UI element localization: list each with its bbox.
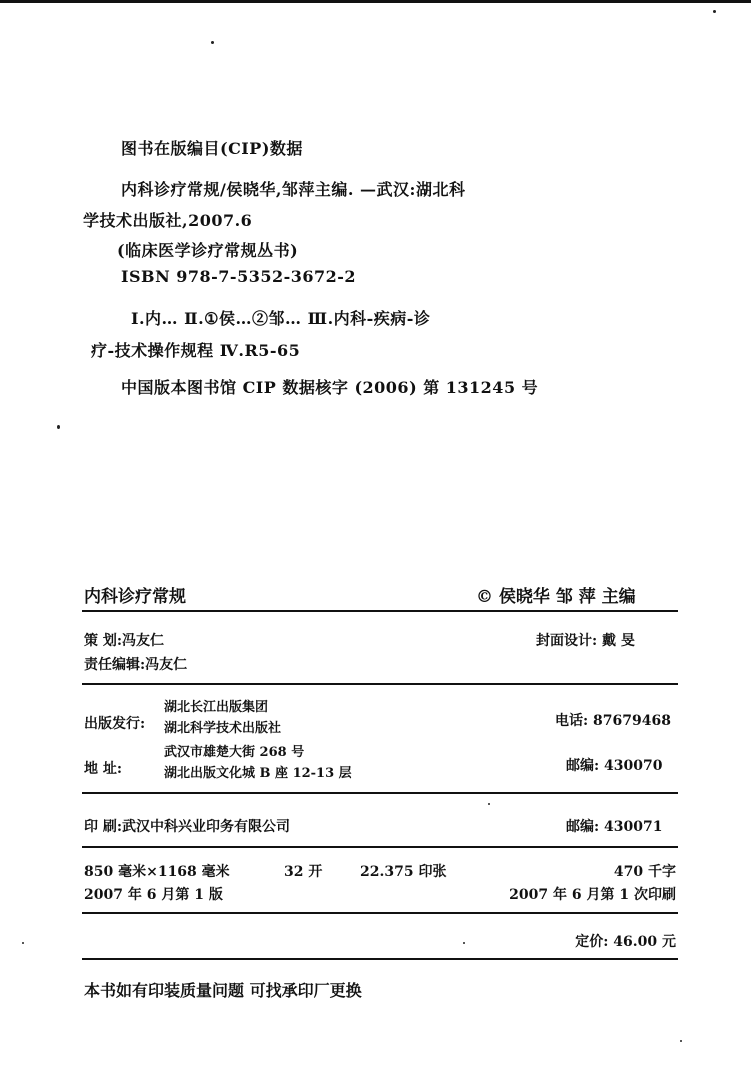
- book-title: 内科诊疗常规: [84, 587, 186, 607]
- divider: [82, 792, 678, 794]
- printed-sheets: 22.375 印张: [360, 864, 447, 880]
- responsible-editor: 责任编辑:冯友仁: [84, 657, 188, 673]
- planner: 策 划:冯友仁: [84, 633, 165, 649]
- scan-speck: [488, 803, 490, 805]
- publisher-line-2: 湖北科学技术出版社: [164, 721, 282, 736]
- address-line-1: 武汉市雄楚大街 268 号: [164, 745, 305, 760]
- edition: 2007 年 6 月第 1 版: [84, 887, 223, 903]
- divider: [82, 958, 678, 960]
- word-count: 470 千字: [613, 864, 676, 880]
- publisher-label: 出版发行:: [84, 716, 146, 732]
- postcode-printer: 邮编: 430071: [566, 819, 663, 835]
- address-line-2: 湖北出版文化城 B 座 12-13 层: [164, 766, 352, 781]
- quality-notice: 本书如有印装质量问题 可找承印厂更换: [84, 981, 362, 1000]
- scan-speck: [713, 10, 716, 13]
- printer: 印 刷:武汉中科兴业印务有限公司: [84, 819, 291, 835]
- cip-subject-1: Ⅰ.内… Ⅱ.①侯…②邹… Ⅲ.内科-疾病-诊: [131, 309, 431, 328]
- cip-isbn: ISBN 978-7-5352-3672-2: [121, 267, 357, 286]
- cip-heading: 图书在版编目(CIP)数据: [121, 139, 303, 158]
- cip-line-1: 内科诊疗常规/侯晓华,邹萍主编. —武汉:湖北科: [121, 180, 466, 199]
- cip-series: (临床医学诊疗常规丛书): [117, 241, 299, 260]
- postcode-publisher: 邮编: 430070: [566, 758, 663, 774]
- top-border-line: [0, 0, 751, 3]
- address-label: 地 址:: [84, 761, 123, 777]
- cip-line-2: 学技术出版社,2007.6: [83, 211, 253, 230]
- publisher-line-1: 湖北长江出版集团: [164, 700, 269, 715]
- cover-design: 封面设计: 戴 旻: [536, 633, 635, 649]
- cip-core-record: 中国版本图书馆 CIP 数据核字 (2006) 第 131245 号: [121, 378, 539, 397]
- divider: [82, 683, 678, 685]
- divider: [82, 610, 678, 612]
- authors: © 侯晓华 邹 萍 主编: [476, 587, 636, 607]
- kai: 32 开: [284, 864, 323, 880]
- scan-speck: [57, 425, 60, 429]
- phone: 电话: 87679468: [555, 713, 671, 729]
- cip-subject-2: 疗-技术操作规程 Ⅳ.R5-65: [91, 341, 301, 360]
- scan-speck: [463, 942, 465, 944]
- scan-speck: [22, 942, 24, 944]
- scan-speck: [680, 1040, 682, 1042]
- divider: [82, 846, 678, 848]
- scan-speck: [211, 41, 214, 44]
- printing: 2007 年 6 月第 1 次印刷: [509, 887, 676, 903]
- divider: [82, 912, 678, 914]
- price: 定价: 46.00 元: [575, 934, 676, 950]
- format: 850 毫米×1168 毫米: [84, 864, 230, 880]
